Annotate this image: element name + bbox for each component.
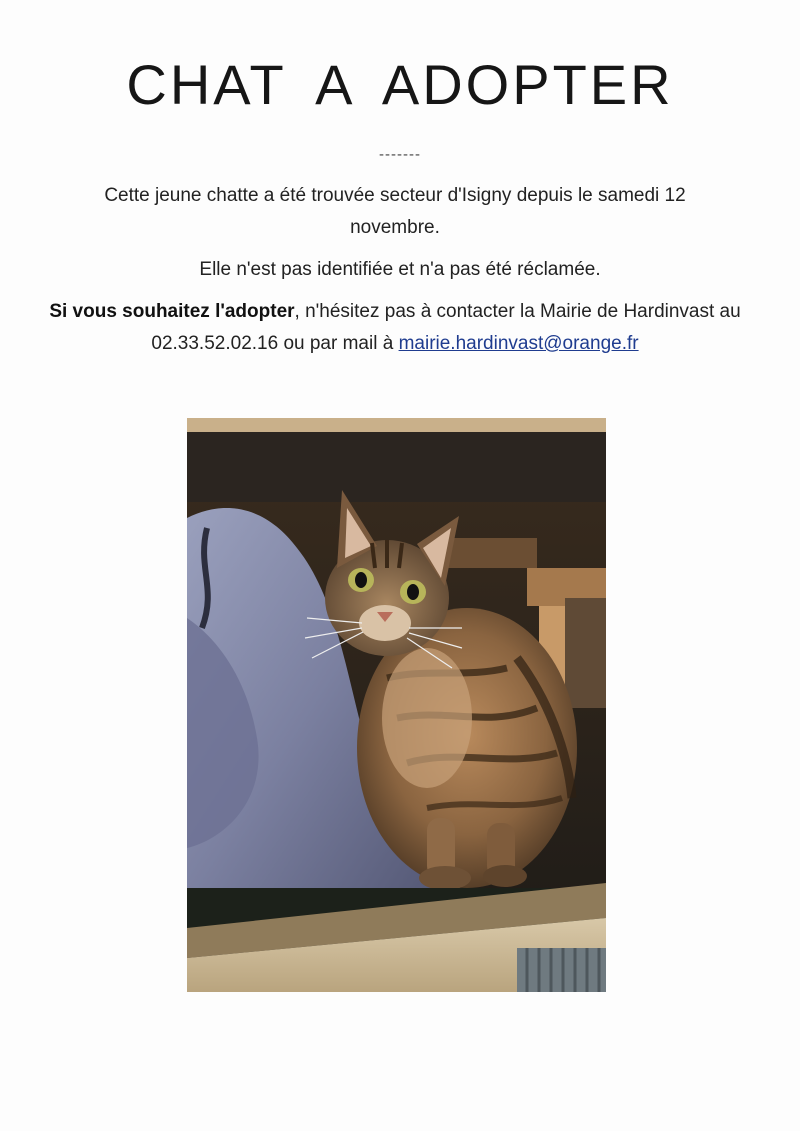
email-link[interactable]: mairie.hardinvast@orange.fr [398,333,639,354]
status-paragraph: Elle n'est pas identifiée et n'a pas été réclamée. [199,259,601,280]
page-title: CHAT A ADOPTER [126,53,674,116]
contact-paragraph [40,296,750,360]
contact-text: , n'hésitez pas à contacter la Mairie de Hardinvast au 02.33.52.02.16 ou par mail à [151,301,741,354]
found-info-paragraph: Cette jeune chatte a été trouvée secteur d'Isigny depuis le samedi 12 novembre. [104,185,686,238]
adopt-call-to-action: Si vous souhaitez l'adopter [49,301,295,322]
separator-dashes: ------- [379,146,421,163]
cat-photo [187,418,606,992]
